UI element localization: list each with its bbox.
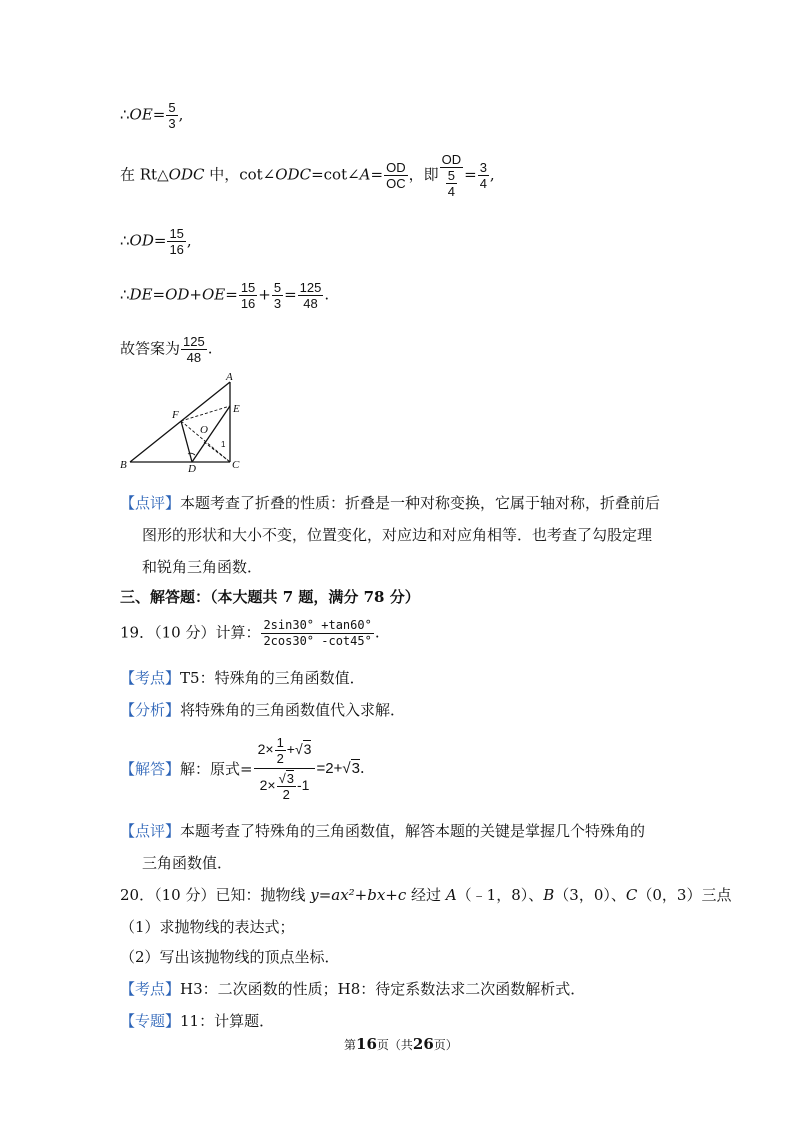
frac-num: 3 (479, 160, 487, 175)
label-f: F (172, 409, 179, 421)
expr-de: DE=OD+OE (129, 285, 226, 304)
text: =cot∠ (311, 165, 360, 184)
fraction-trig (261, 618, 373, 649)
frac-den (254, 769, 316, 802)
fraction-5-3 (272, 280, 283, 311)
section-note: （本大题共 7 题，满分 78 分） (210, 588, 420, 606)
frac-num: OD (386, 160, 406, 175)
tag-kaodian: 【考点】 (120, 980, 181, 998)
q20-zhuanti (120, 1010, 274, 1031)
frac-den: 4 (479, 176, 487, 191)
dianping-line-3: 和锐角三角函数． (142, 558, 263, 576)
fraction-od-5-4 (440, 152, 464, 199)
big-fraction (254, 735, 316, 802)
fraction-sqrt3-2 (277, 771, 296, 802)
dianping-line-2: 图形的形状和大小不变，位置变化，对应边和对应角相等．也考查了勾股定理 (142, 526, 653, 544)
segment-fe-dashed (181, 406, 230, 421)
page-total: 26 (412, 1035, 434, 1053)
section-title: 三、解答题： (120, 588, 211, 606)
text: （﹣1，8）、 (456, 886, 544, 904)
frac-num: 5 (447, 168, 455, 183)
tag-fenxi: 【分析】 (120, 701, 181, 719)
punct: . (207, 339, 213, 358)
punct: , (186, 231, 192, 250)
text: 页（共 (376, 1038, 413, 1052)
text: 在 Rt△ (120, 165, 169, 184)
text: =2+ (316, 759, 343, 777)
label-e: E (233, 403, 240, 415)
frac-den: 48 (303, 296, 318, 311)
fraction-od-oc (384, 160, 408, 191)
frac-num: 125 (183, 334, 205, 349)
therefore-symbol: ∴ (120, 231, 130, 250)
fraction-1-2 (275, 735, 286, 766)
text: -1 (296, 776, 310, 793)
frac-num: 2× $\frac{1}{2}$ +√3 (254, 735, 316, 769)
line-rt-odc (120, 152, 495, 199)
fraction-3-4 (478, 160, 489, 191)
frac-den: 3 (273, 296, 282, 311)
frac-den: 16 (240, 296, 256, 311)
var-a: A (359, 165, 371, 184)
line-od (120, 226, 192, 257)
page-number: 16 (356, 1035, 377, 1053)
var-od: OD (129, 231, 154, 250)
section-heading (120, 586, 420, 607)
frac-num: 125 (299, 280, 322, 295)
sqrt-value: 3 (351, 760, 360, 777)
q20-part-1: （1）求抛物线的表达式； (120, 918, 295, 936)
equals: = (370, 165, 384, 184)
var-odc: ODC (168, 165, 205, 184)
dianping-block-1 (120, 490, 660, 516)
fraction-5-3 (166, 100, 177, 131)
sqrt-value: 3 (286, 770, 294, 786)
therefore-symbol: ∴ (120, 285, 130, 304)
frac-den: 2 (276, 750, 284, 766)
text: 解：原式= (180, 759, 253, 778)
text: 页） (433, 1038, 458, 1052)
line-oe (120, 100, 183, 131)
q19-dianping (120, 818, 645, 844)
text: 本题考查了折叠的性质：折叠是一种对称变换，它属于轴对称，折叠前后 (180, 494, 661, 512)
text: 本题考查了特殊角的三角函数值，解答本题的关键是掌握几个特殊角的 (180, 822, 646, 840)
point-b: B (543, 886, 555, 904)
point-a: A (445, 886, 457, 904)
fraction-15-16 (167, 226, 185, 257)
text: 故答案为 (120, 339, 181, 358)
label-angle-1: 1 (221, 440, 226, 449)
line-answer (120, 334, 213, 365)
text: ，即 (408, 165, 439, 184)
segment-fd (181, 421, 192, 462)
frac-num: √3 (278, 770, 294, 786)
frac-den: 48 (186, 350, 202, 365)
frac-den: 3 (168, 116, 176, 131)
q19-fenxi (120, 699, 405, 720)
frac-den: 16 (169, 242, 184, 257)
line-de (120, 280, 329, 311)
tag-kaodian: 【考点】 (120, 669, 181, 687)
label-d: D (188, 463, 196, 474)
q19-kaodian (120, 667, 365, 688)
text: 第 (344, 1038, 357, 1052)
label-b: B (120, 459, 127, 471)
question-number: 19．（10 分）计算： (120, 623, 261, 642)
text: 经过 (406, 886, 446, 904)
equals: = (153, 231, 167, 250)
frac-num: 5 (273, 280, 282, 295)
therefore-symbol: ∴ (120, 105, 130, 124)
q20-kaodian (120, 978, 585, 999)
fraction-125-48 (181, 334, 207, 365)
segment-de (192, 406, 230, 462)
punct: . (359, 759, 365, 777)
angle-mark (188, 453, 195, 455)
text: 11：计算题． (180, 1012, 275, 1030)
frac-den: 2cos30° -cot45° (263, 634, 372, 648)
frac-num: OD (441, 152, 462, 167)
plus: + (286, 740, 295, 757)
segment-ba (130, 382, 230, 462)
var-odc: ODC (275, 165, 312, 184)
page-footer (344, 1035, 458, 1053)
frac-den: 2 (282, 786, 290, 802)
tag-jieda: 【解答】 (120, 759, 181, 778)
equals: = (284, 285, 297, 304)
punct: . (324, 285, 330, 304)
sqrt-value: 3 (303, 740, 312, 757)
text: 将特殊角的三角函数值代入求解． (180, 701, 406, 719)
q20-line (120, 884, 731, 905)
tag-zhuanti: 【专题】 (120, 1012, 181, 1030)
fraction-15-16 (239, 280, 257, 311)
q20-part-2: （2）写出该抛物线的顶点坐标． (120, 948, 340, 966)
label-a: A (226, 371, 233, 383)
punct: , (489, 165, 495, 184)
text: （3，0）、 (554, 886, 626, 904)
frac-den: OC (386, 176, 406, 191)
frac-num: 5 (168, 100, 176, 115)
punct: . (374, 623, 380, 642)
frac-num: 2sin30° +tan60° (263, 618, 372, 632)
text: T5：特殊角的三角函数值． (180, 669, 365, 687)
label-o: O (200, 424, 208, 436)
frac-den (440, 168, 464, 199)
q19-dianping-line-2: 三角函数值． (142, 854, 233, 872)
fraction-125-48 (298, 280, 324, 311)
triangle-figure (116, 370, 256, 474)
tag-dianping: 【点评】 (120, 494, 181, 512)
text: 中，cot∠ (204, 165, 276, 184)
q19-jieda: 【解答】 解：原式= 2× $\frac{1}{2}$ +√3 2× $\frac{√3}{2}$ -1 =2+ √ 3 . (120, 734, 365, 802)
tag-dianping: 【点评】 (120, 822, 181, 840)
label-c: C (232, 459, 240, 471)
text: H3：二次函数的性质；H8：待定系数法求二次函数解析式． (180, 980, 586, 998)
punct: , (178, 105, 184, 124)
equals: = (464, 165, 477, 184)
frac-den: 4 (447, 184, 455, 199)
text: 2× (257, 740, 274, 757)
frac-num: 15 (169, 226, 184, 241)
equals: = (225, 285, 238, 304)
equals: = (152, 105, 166, 124)
plus: + (258, 285, 271, 304)
text: 20．（10 分）已知：抛物线 (120, 886, 311, 904)
frac-num: 15 (240, 280, 256, 295)
text: （0，3）三点 (637, 886, 732, 904)
segment-oc-dashed (204, 442, 230, 462)
text: 2× (259, 776, 276, 793)
q19-line (120, 618, 380, 649)
frac-num: 1 (276, 734, 284, 750)
equation: y=ax²+bx+c (310, 886, 407, 904)
var-oe: OE (129, 105, 153, 124)
point-c: C (625, 886, 638, 904)
